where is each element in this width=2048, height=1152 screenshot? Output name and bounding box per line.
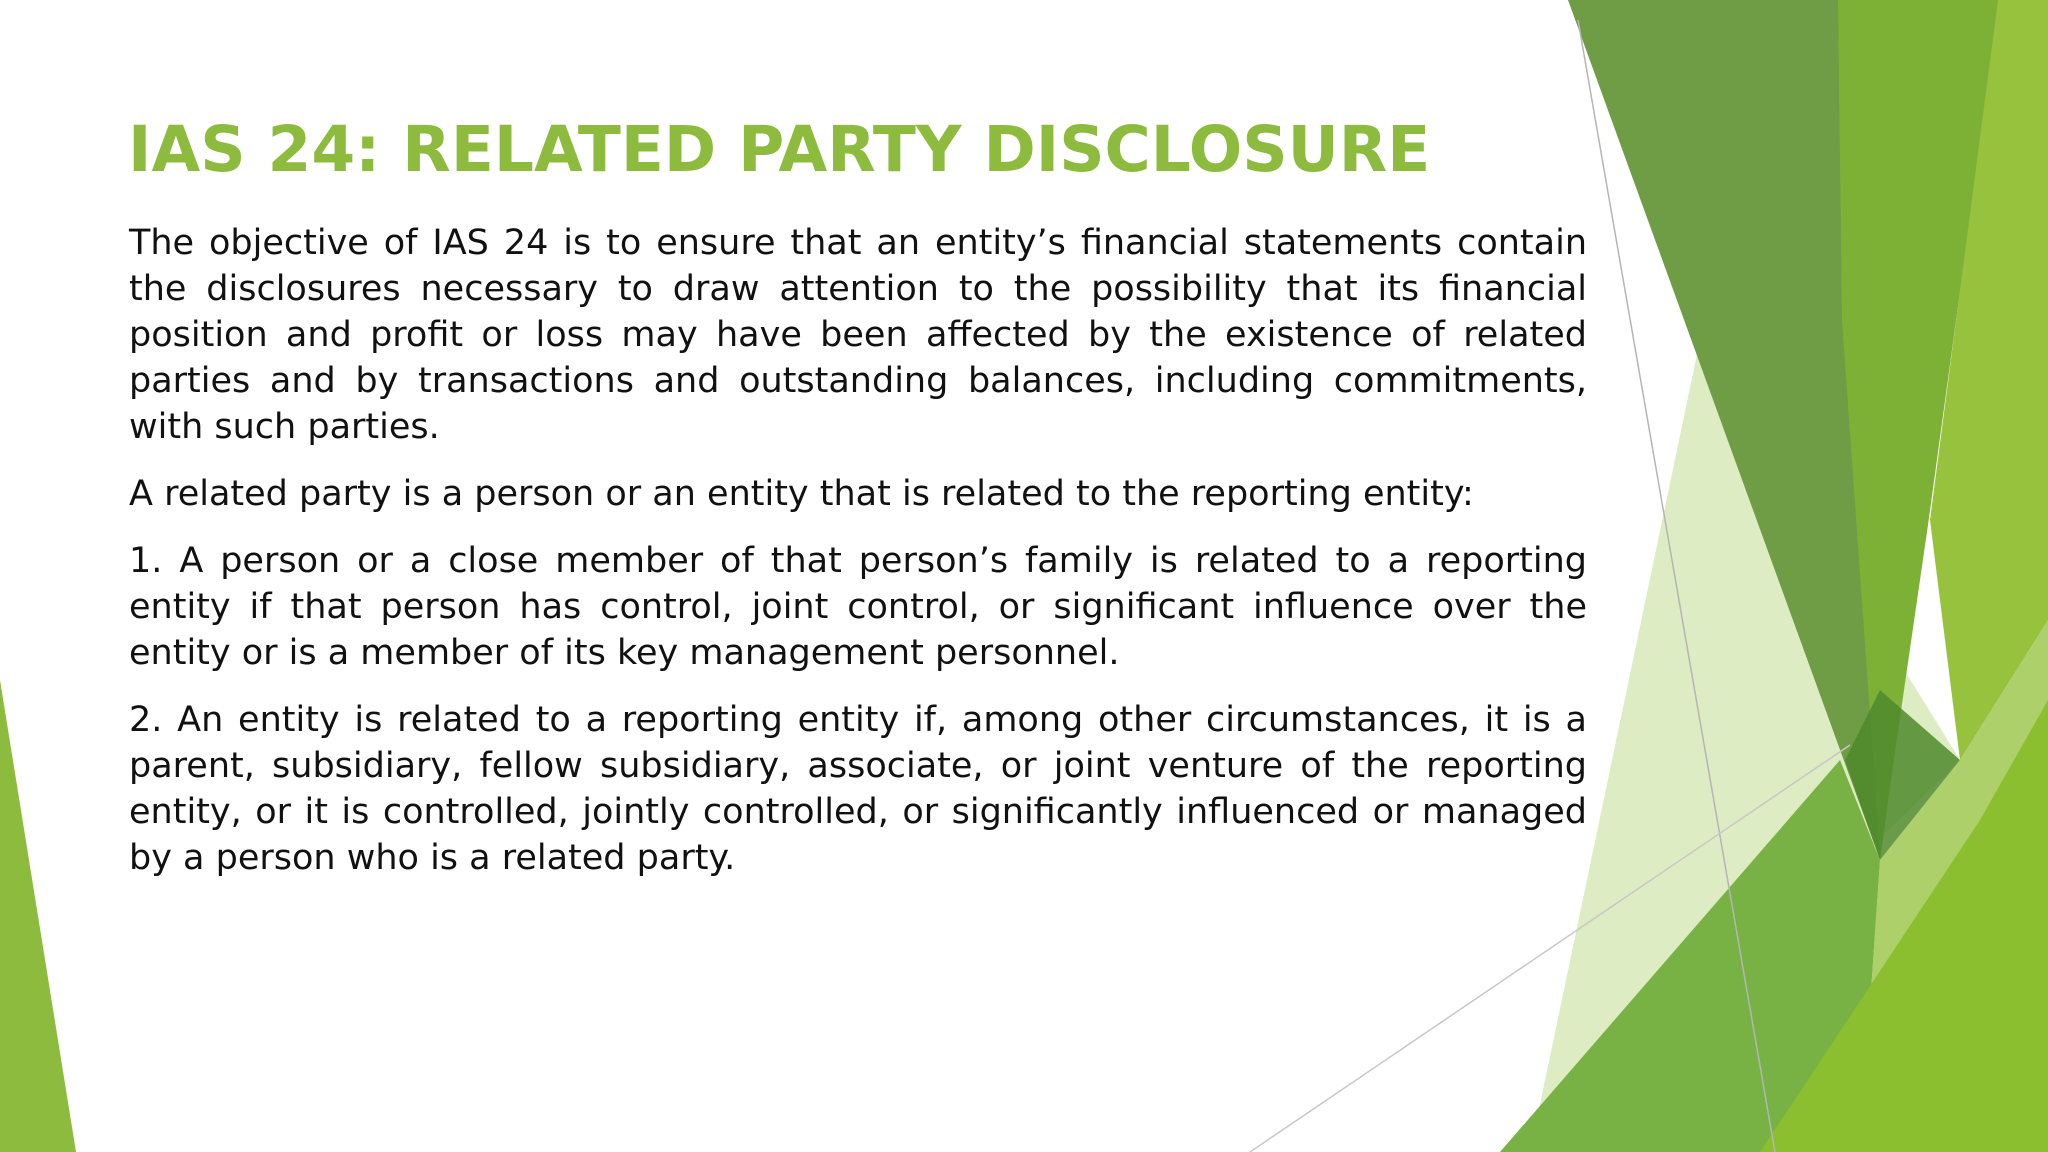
entity-criterion-paragraph: 2. An entity is related to a reporting entity if, among other circumstances, it is a parent, subsidiary, fellow subsidiary, associate, or joint venture of the reporting entity, or it is controlled, jointly controlled, or significantly influenced or managed by a person who is a related party. — [129, 700, 1587, 878]
slide-title: IAS 24: RELATED PARTY DISCLOSURE — [128, 113, 1431, 186]
left-green-facet — [0, 680, 76, 1152]
definition-paragraph: A related party is a person or an entity that is related to the reporting entity: — [129, 474, 1474, 514]
person-criterion-paragraph: 1. A person or a close member of that person’s family is related to a reporting entity if that person has control, joint control, or significant influence over the entity or is a member of its key management personnel. — [129, 541, 1587, 673]
objective-paragraph: The objective of IAS 24 is to ensure that an entity’s financial statements contain the disclosures necessary to draw attention to the possibility that its financial position and profit or loss may have been affected by the existence of related parties and by transactions and outstanding balances, including commitments, with such parties. — [129, 223, 1587, 447]
slide-body — [129, 220, 1587, 902]
